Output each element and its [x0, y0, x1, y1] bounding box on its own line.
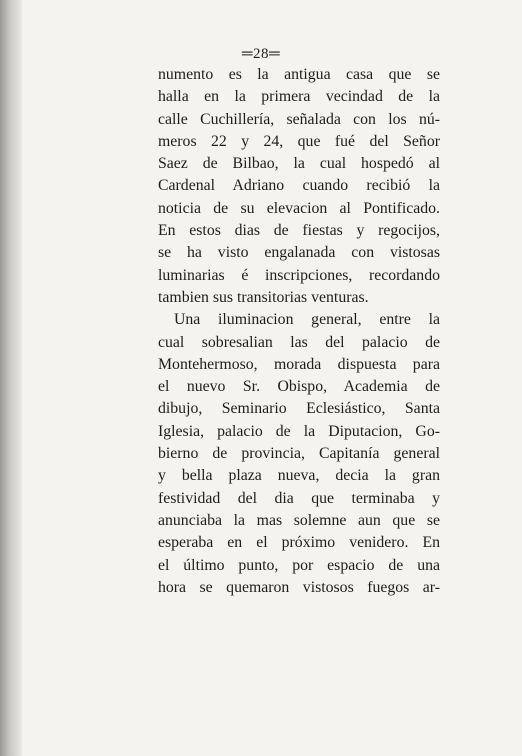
text-line: Iglesia, palacio de la Diputacion, Go- — [158, 422, 440, 440]
text-line: el último punto, por espacio de una — [158, 556, 440, 574]
text-line: el nuevo Sr. Obispo, Academia de — [158, 378, 440, 396]
text-line: Cardenal Adriano cuando recibió la — [158, 177, 440, 195]
text-line: calle Cuchillería, señalada con los nú- — [158, 110, 440, 128]
text-line: hora se quemaron vistosos fuegos ar- — [158, 578, 440, 596]
text-line: esperaba en el próximo venidero. En — [158, 534, 440, 552]
text-line: tambien sus transitorias venturas. — [158, 288, 369, 306]
text-line: anunciaba la mas solemne aun que se — [158, 511, 440, 529]
text-line: halla en la primera vecindad de la — [158, 88, 440, 106]
page-number: ═28═ — [241, 46, 281, 62]
text-line: noticia de su elevacion al Pontificado. — [158, 199, 440, 217]
text-line: cual sobresalian las del palacio de — [158, 333, 440, 351]
text-line: Saez de Bilbao, la cual hospedó al — [158, 155, 440, 173]
body-text — [158, 64, 440, 599]
text-line: Montehermoso, morada dispuesta para — [158, 355, 440, 373]
text-line: luminarias é inscripciones, recordando — [158, 266, 440, 284]
text-line: festividad del dia que terminaba y — [158, 489, 440, 507]
page-gutter-shadow — [0, 0, 22, 756]
text-line: numento es la antigua casa que se — [158, 66, 440, 83]
paragraph-1 — [158, 64, 440, 309]
text-line: En estos dias de fiestas y regocijos, — [158, 222, 440, 240]
text-line: y bella plaza nueva, decia la gran — [158, 467, 440, 485]
text-line: se ha visto engalanada con vistosas — [158, 244, 440, 262]
text-line: meros 22 y 24, que fué del Señor — [158, 132, 440, 150]
paragraph-2 — [158, 309, 440, 599]
text-line: Una iluminacion general, entre la — [174, 311, 440, 329]
text-line: dibujo, Seminario Eclesiástico, Santa — [158, 400, 440, 418]
text-line: bierno de provincia, Capitanía general — [158, 445, 440, 463]
